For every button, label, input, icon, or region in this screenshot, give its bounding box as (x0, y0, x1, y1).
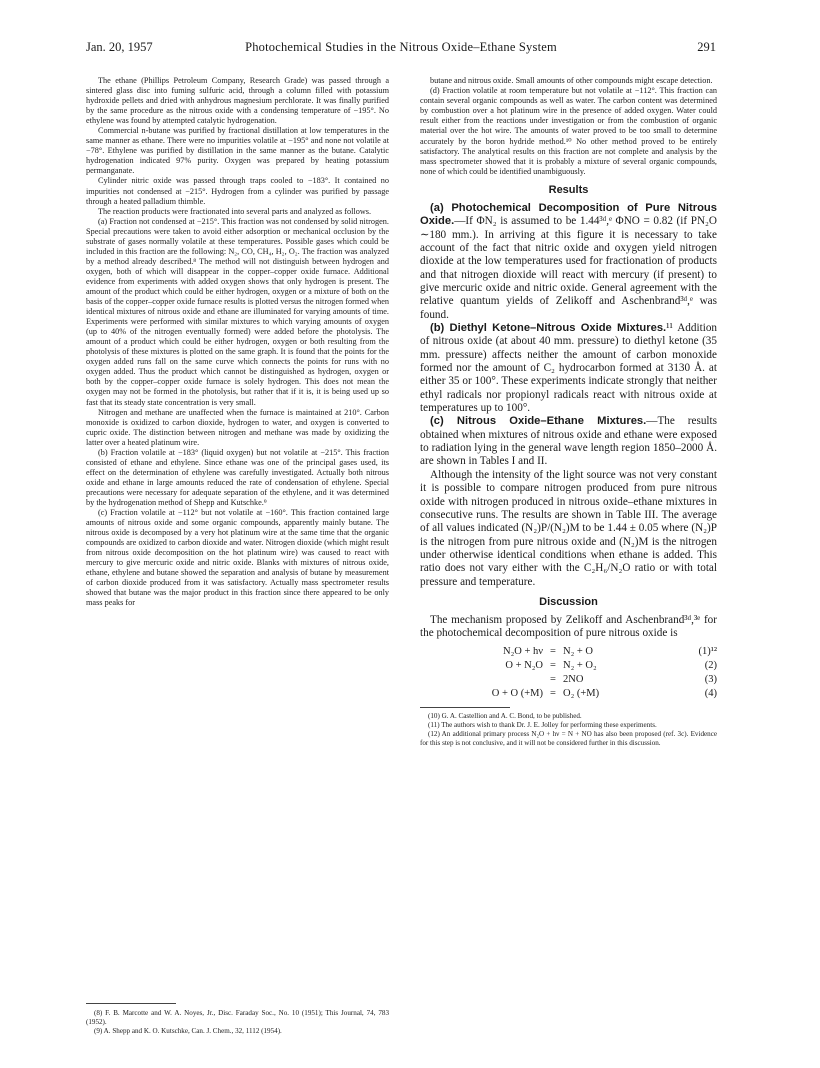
header-title: Photochemical Studies in the Nitrous Oxide–Ethane System (245, 40, 557, 54)
footnote: (8) F. B. Marcotte and W. A. Noyes, Jr., Disc. Faraday Soc., No. 10 (1951); This Journal, 74, 783 (1952). (86, 1009, 389, 1027)
equation: = 2NO (3) (550, 673, 717, 685)
paragraph: (d) Fraction volatile at room temperature but not volatile at −112°. This fraction can contain several organic compounds as well as water. The carbon content was determined by combustion over a hot platinum wire in the presence of added oxygen. Water could result either from the reactions under investigation or from the combustion of organic material over the hot wire. The amounts of water proved to be too small to determine accurately by the boron hydride method.¹⁰ No other method proved to be entirely satisfactory. The analytical results on this fraction are not complete and analysis by the mass spectrometer showed that it is probably a mixture of several organic compounds, none of which could be identified unambiguously. (420, 86, 717, 176)
results-paragraph: (b) Diethyl Ketone–Nitrous Oxide Mixtures.¹¹ Addition of nitrous oxide (at about 40 mm. pressure) to diethyl ketone (35 mm. pressure) affects neither the amount of carbon monoxide formed nor the amount of C₂ hydrocarbon formed at 3130 Å. at either 35 or 100°. These experiments indicate strongly that neither ethyl radicals nor propionyl radicals react with nitrous oxide at temperatures up to 100°. (420, 322, 718, 415)
footnote: (11) The authors wish to thank Dr. J. E. Jolley for performing these experiments. (428, 720, 657, 729)
results-paragraph: (a) Photochemical Decomposition of Pure Nitrous Oxide.—If ΦN₂ is assumed to be 1.44³ᵈ,ᵉ ΦNO = 0.82 (if PN₂O ∼180 mm.). In arriving at this figure it is necessary to take account of the fact that nitric oxide and oxygen yield nitrogen dioxide at the low temperatures used for fractionation of products and that nitrogen dioxide will react with mercury (if present) to give mercuric oxide and nitric oxide. General agreement with the relative quantum yields of Zelikoff and Aschenbrand³ᵈ,ᵉ was found. (420, 201, 717, 321)
paragraph: Nitrogen and methane are unaffected when the furnace is maintained at 210°. Carbon monoxide is oxidized to carbon dioxide, hydrogen to water, and oxygen is converted to cupric oxide. The distinction between nitrogen and methane was made by oxidizing the latter over a heated platinum wire. (86, 407, 389, 447)
paragraph: (b) Fraction volatile at −183° (liquid oxygen) but not volatile at −215°. This fraction consisted of ethane and ethylene. Since ethane was one of the principal gases used, its effect on the determination of ethylene was carefully investigated. Actually both nitrous oxide and ethane in large amounts reduced the rate of condensation of ethylene. Special precautions were necessary for adequate separation of the ethylene, and it was determined by the hydrogenation method of Shepp and Kutschke.⁹ (86, 447, 389, 507)
discussion-heading: Discussion (539, 595, 598, 608)
footnote-rule (86, 1003, 176, 1004)
running-header (86, 40, 716, 58)
paragraph: Cylinder nitric oxide was passed through traps cooled to −183°. It contained no impurities not condensed at −215°. Hydrogen from a cylinder was purified by passage through a heated palladium thimble. (86, 176, 389, 206)
paragraph: Commercial n-butane was purified by fractional distillation at low temperatures in the same manner as ethane. There were no impurities volatile at −195° and none not volatile at −78°. Ethylene was purified by distillation in the same manner as the butane. Catalytic hydrogenation indicated 97% purity. Oxygen was prepared by heating potassium permanganate. (86, 126, 389, 176)
footnote: (9) A. Shepp and K. O. Kutschke, Can. J. Chem., 32, 1112 (1954). (94, 1027, 282, 1036)
subheading: (b) Diethyl Ketone–Nitrous Oxide Mixtures. (430, 322, 667, 335)
equation: N₂O + hν = N₂ + O (1)¹² (503, 645, 717, 657)
paragraph: (c) Fraction volatile at −112° but not volatile at −160°. This fraction contained large amounts of nitrous oxide and some organic compounds, apparently mainly butane. The nitrous oxide is decomposed by a very hot platinum wire at the same time that the organic compounds are oxidized to carbon dioxide and water. Nitrogen dioxide (which might result from nitrous oxide decomposition on the hot platinum wire) was caused to react with mercury to give mercuric oxide and nitric oxide. Blanks with mixtures of nitrous oxide, ethane, ethylene and butane showed the separation and analysis of butane by measurement of carbon dioxide produced from it was satisfactory. Actually mass spectrometer results showed that butane was the major product in this fraction since there appeared to be only mass peaks for (86, 508, 389, 608)
subheading: (c) Nitrous Oxide–Ethane Mixtures. (430, 415, 647, 428)
footnote: (12) An additional primary process N₂O + hν = N + NO has also been proposed (ref. 3c). Evidence for this step is not conclusive, and it will not be considered further in this discussion. (420, 730, 717, 748)
equation-number: (3) (704, 673, 717, 685)
header-date: Jan. 20, 1957 (86, 40, 153, 54)
paragraph: The reaction products were fractionated into several parts and analyzed as follows. (98, 206, 372, 216)
paragraph: The ethane (Phillips Petroleum Company, Research Grade) was passed through a sintered glass disc into fuming sulfuric acid, through a column filled with potassium hydroxide pellets and dried with anhydrous magnesium perchlorate. It was finally purified by the same procedure as the nitrous oxide with a condensing temperature of −195°. No ethylene was found by attempted catalytic hydrogenation. (86, 76, 389, 126)
left-column (86, 76, 389, 608)
equation-number: (4) (704, 687, 717, 699)
footnote-rule (420, 707, 510, 708)
equation: O + O (+M) = O₂ (+M) (4) (491, 687, 717, 699)
left-footnotes (86, 1003, 389, 1037)
equation-block (420, 645, 717, 701)
page-number: 291 (697, 40, 716, 54)
subheading: (a) Photochemical Decomposition of Pure Nitrous Oxide. (420, 201, 717, 228)
right-column (420, 76, 717, 748)
paragraph: (a) Fraction not condensed at −215°. This fraction was not condensed by solid nitrogen. Special precautions were taken to avoid either adsorption or mechanical occlusion by the substrate of gases normally volatile at these temperatures. Possible gases which could be included in this fraction are the following: N₂, CO, CH₄, H₂, O₂. The fraction was analyzed by a method already described.⁸ The method will not distinguish between hydrogen and oxygen, both of which will disappear in the copper–copper oxide furnace. Additional evidence from experiments with added oxygen shows that only hydrogen is present. The amount of the product which could be either hydrogen, oxygen or a mixture of both on the basis of the copper–copper oxide furnace results is plotted versus the nitrogen formed when identical mixtures of nitrous oxide and ethane are illuminated for varying amounts of time. Experiments were performed with similar mixtures to which varying amounts of oxygen (up to 40% of the nitrogen eventually formed) were added before the photolysis. The amount of a product which could be either hydrogen, oxygen or both resulting from the photolysis of these mixtures is plotted on the same graph. It is found that the points for the oxygen added runs fall on the same curve which connects the points for runs with no oxygen added. Thus the product which cannot be distinguished as hydrogen, oxygen or both by the copper–copper oxide furnace is solely hydrogen. This does not mean the oxygen may not be formed in the photolysis, but rather that if it is, it is being used up so fast that its steady state concentration is very small. (86, 216, 389, 407)
discussion-paragraph: The mechanism proposed by Zelikoff and Aschenbrand³ᵈ,³ᵉ for the photochemical decomposition of pure nitrous oxide is (420, 613, 717, 640)
paragraph: butane and nitrous oxide. Small amounts of other compounds might escape detection. (430, 76, 713, 85)
equation-number: (2) (704, 659, 717, 671)
results-paragraph: (c) Nitrous Oxide–Ethane Mixtures.—The results obtained when mixtures of nitrous oxide and ethane were exposed to radiation lying in the general wave length region 1850–2000 Å. are shown in Tables I and II. (420, 415, 717, 468)
results-heading: Results (548, 183, 589, 196)
equation-number: (1)¹² (698, 645, 717, 657)
results-paragraph: Although the intensity of the light source was not very constant it is possible to compare nitrogen produced from pure nitrous oxide with nitrogen produced in nitrous oxide–ethane mixtures in consecutive runs. The results are shown in Table III. The average of all values indicated (N₂)P/(N₂)M to be 1.44 ± 0.05 where (N₂)P is the nitrogen from pure nitrous oxide and (N₂)M is the nitrogen under otherwise identical conditions when ethane is added. This ratio does not vary either with the C₂H₆/N₂O ratio or with total pressure and temperature. (420, 468, 717, 588)
equation: O + N₂O = N₂ + O₂ (2) (505, 659, 717, 671)
footnote: (10) G. A. Castellion and A. C. Bond, to be published. (428, 711, 582, 720)
